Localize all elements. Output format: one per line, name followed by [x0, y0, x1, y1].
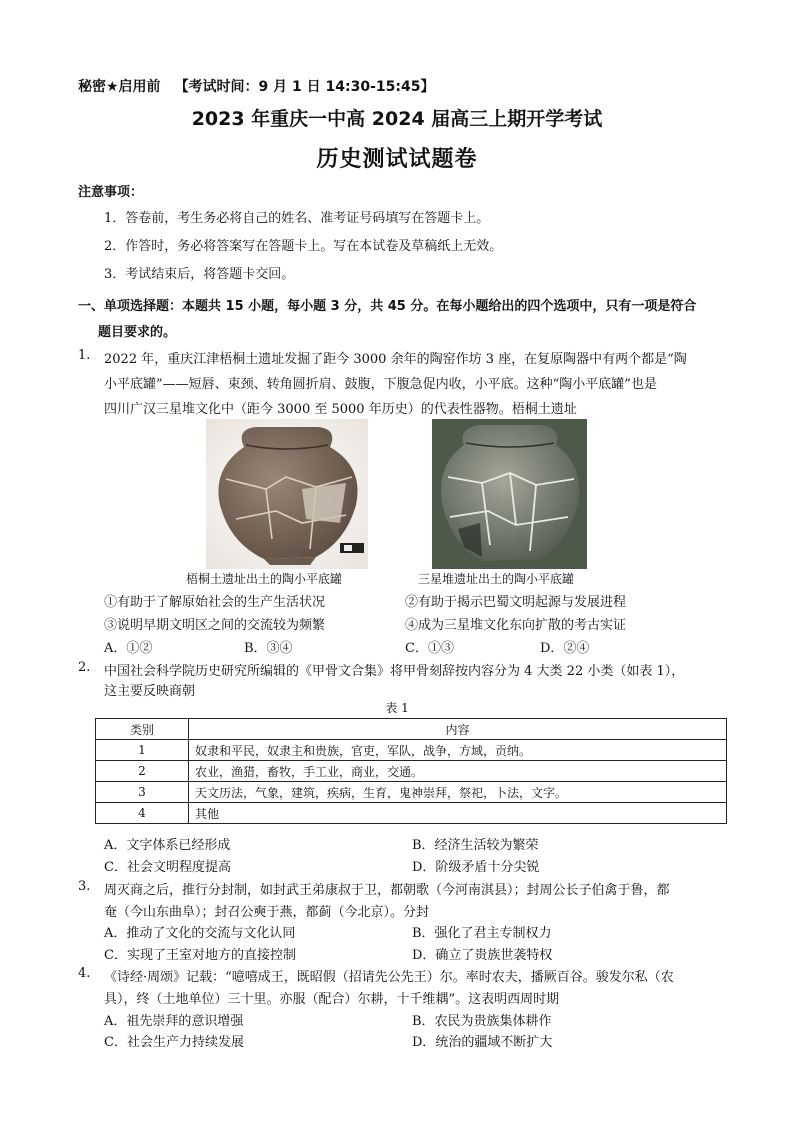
caption-right: 三星堆遗址出土的陶小平底罐 — [418, 572, 575, 586]
question-number: 3. — [78, 879, 91, 894]
notes-heading: 注意事项： — [78, 185, 144, 200]
wutongtu-pottery-photo — [206, 419, 368, 569]
confidential-line — [78, 76, 434, 96]
q3-line-1: 周灭商之后，推行分封制，如封武王弟康叔于卫，都朝歌（今河南淇县）；封周公长子伯禽于鲁，都 — [104, 883, 670, 898]
q1-line-1: 2022 年，重庆江津梧桐土遗址发掘了距今 3000 余年的陶窑作坊 3 座，在复原陶器中有两个都是“陶 — [104, 352, 687, 367]
table-cell: 1 — [96, 740, 189, 761]
caption-left: 梧桐土遗址出土的陶小平底罐 — [186, 572, 343, 586]
table-row — [96, 782, 727, 803]
q2-line-2: 这主要反映商朝 — [104, 684, 196, 699]
q1-option-c: C．①③ — [405, 641, 454, 656]
question-number: 2. — [78, 660, 91, 675]
q1-line-2: 小平底罐”——短唇、束颈、转角圆折肩、鼓腹，下腹急促内收，小平底。这种“陶小平底罐”也是 — [104, 377, 657, 392]
table-header-category: 类别 — [96, 719, 189, 740]
q4-option-a: A．祖先崇拜的意识增强 — [104, 1014, 244, 1029]
q3-line-2: 奄（今山东曲阜）；封召公奭于燕，都蓟（今北京）。分封 — [104, 905, 430, 920]
table-cell: 奴隶和平民，奴隶主和贵族，官吏，军队，战争，方域，贡纳。 — [189, 740, 727, 761]
table-header-row — [96, 719, 727, 740]
q2-option-b: B．经济生活较为繁荣 — [412, 838, 539, 853]
q1-option-b: B．③④ — [244, 641, 293, 656]
table-cell: 农业，渔猎，畜牧，手工业，商业，交通。 — [189, 761, 727, 782]
table-cell: 3 — [96, 782, 189, 803]
q1-statement: ④成为三星堆文化东向扩散的考古实证 — [405, 618, 627, 633]
q3-option-d: D．确立了贵族世袭特权 — [412, 948, 553, 963]
q1-option-a: A．①② — [104, 641, 153, 656]
note-item: 3．考试结束后，将答题卡交回。 — [104, 267, 295, 282]
oracle-bone-category-table — [95, 718, 727, 824]
q3-option-b: B．强化了君主专制权力 — [412, 926, 552, 941]
q4-line-2: 具），终（土地单位）三十里。亦服（配合）尔耕，十千维耦”。这表明西周时期 — [104, 992, 560, 1007]
q2-option-c: C．社会文明程度提高 — [104, 860, 231, 875]
q2-line-1: 中国社会科学院历史研究所编辑的《甲骨文合集》将甲骨刻辞按内容分为 4 大类 22 小类（如表 1）， — [104, 664, 685, 679]
q4-option-b: B．农民为贵族集体耕作 — [412, 1014, 552, 1029]
q2-option-a: A．文字体系已经形成 — [104, 838, 231, 853]
q1-statement: ②有助于揭示巴蜀文明起源与发展进程 — [405, 595, 627, 610]
table-row — [96, 761, 727, 782]
q3-option-c: C．实现了王室对地方的直接控制 — [104, 948, 296, 963]
q4-option-c: C．社会生产力持续发展 — [104, 1035, 244, 1050]
section-heading — [78, 294, 738, 346]
q3-option-a: A．推动了文化的交流与文化认同 — [104, 926, 296, 941]
table-caption: 表 1 — [385, 701, 409, 715]
sanxingdui-pottery-photo — [432, 419, 587, 569]
table-cell: 其他 — [189, 803, 727, 824]
note-item: 1．答卷前，考生务必将自己的姓名、准考证号码填写在答题卡上。 — [104, 211, 490, 226]
exam-title: 2023 年重庆一中高 2024 届高三上期开学考试 — [191, 108, 603, 130]
table-cell: 4 — [96, 803, 189, 824]
q4-option-d: D．统治的疆域不断扩大 — [412, 1035, 553, 1050]
section-line-2: 题目要求的。 — [98, 325, 177, 340]
question-number: 4. — [78, 966, 91, 981]
note-item: 2．作答时，务必将答案写在答题卡上。写在本试卷及草稿纸上无效。 — [104, 239, 503, 254]
table-cell: 2 — [96, 761, 189, 782]
section-line-1: 一、单项选择题：本题共 15 小题，每小题 3 分，共 45 分。在每小题给出的四个选项中，只有一项是符合 — [78, 299, 697, 314]
exam-time: 【考试时间：9 月 1 日 14:30-15:45】 — [174, 79, 435, 95]
table-row — [96, 803, 727, 824]
q1-option-d: D．②④ — [540, 641, 590, 656]
q4-line-1: 《诗经·周颂》记载：“噫嘻成王，既昭假（招请先公先王）尔。率时农夫，播厥百谷。骏发尔私（农 — [104, 970, 674, 985]
table-header-content: 内容 — [189, 719, 727, 740]
q2-option-d: D．阶级矛盾十分尖锐 — [412, 860, 540, 875]
secret-label: 秘密★启用前 — [78, 79, 161, 95]
paper-subtitle: 历史测试试题卷 — [316, 147, 478, 172]
q1-statement: ③说明早期文明区之间的交流较为频繁 — [104, 618, 326, 633]
question-number: 1. — [78, 348, 91, 363]
table-cell: 天文历法，气象，建筑，疾病，生育，鬼神崇拜，祭祀，卜法，文字。 — [189, 782, 727, 803]
table-row — [96, 740, 727, 761]
q1-line-3: 四川广汉三星堆文化中（距今 3000 至 5000 年历史）的代表性器物。梧桐土遗址 — [104, 402, 577, 417]
q1-statement: ①有助于了解原始社会的生产生活状况 — [104, 595, 326, 610]
